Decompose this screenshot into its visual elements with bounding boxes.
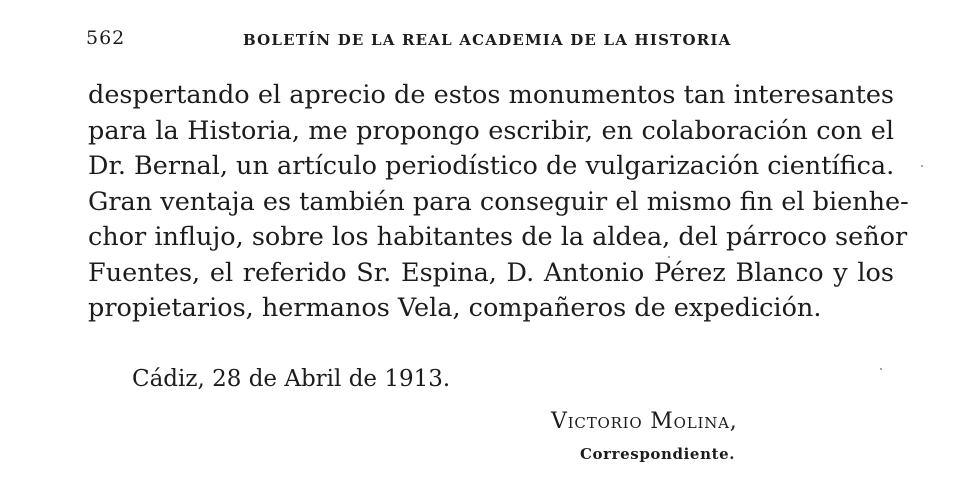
text-line-7: propietarios, hermanos Vela, compañeros de expedición. <box>88 293 822 323</box>
text-line-3: Dr. Bernal, un artículo periodístico de vulgarización científica. <box>88 151 895 181</box>
print-speck <box>668 256 670 258</box>
body-paragraph <box>88 78 909 327</box>
text-line-5: chor influjo, sobre los habitantes de la aldea, del párroco señor <box>88 222 908 252</box>
author-signature: Victorio Molina, <box>551 409 738 434</box>
text-line-6: Fuentes, el referido Sr. Espina, D. Antonio Pérez Blanco y los <box>88 257 894 288</box>
author-affiliation: Correspondiente. <box>580 445 736 463</box>
running-title: BOLETÍN DE LA REAL ACADEMIA DE LA HISTORIA <box>243 31 732 49</box>
print-speck <box>880 368 882 370</box>
text-line-2: para la Historia, me propongo escribir, en colaboración con el <box>88 115 894 146</box>
text-line-1: despertando el aprecio de estos monumentos tan interesantes <box>88 80 894 110</box>
print-speck <box>921 165 923 167</box>
page-number: 562 <box>86 27 126 49</box>
text-line-4: Gran ventaja es también para conseguir el mismo fin el bienhe- <box>88 186 909 217</box>
dateline: Cádiz, 28 de Abril de 1913. <box>132 366 451 392</box>
